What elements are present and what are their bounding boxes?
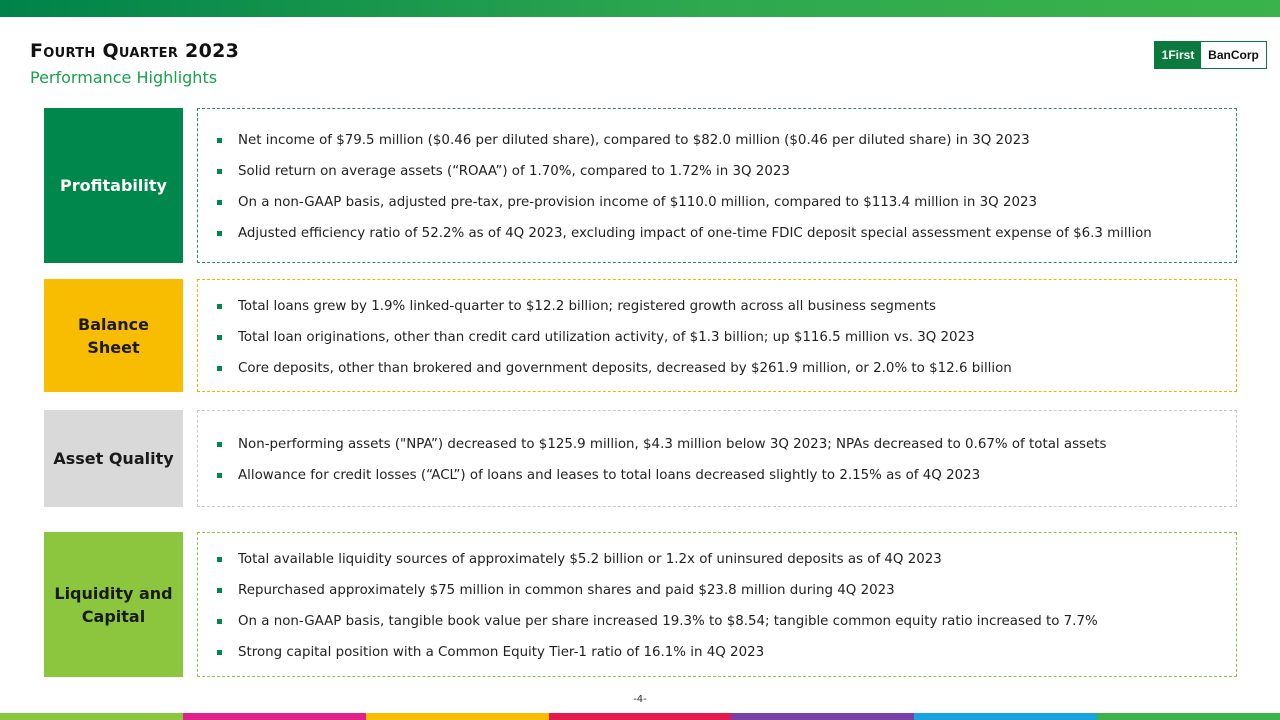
bullet-item: Adjusted efficiency ratio of 52.2% as of 4Q 2023, excluding impact of one-time FDIC deposit special assessment expense of $6.3 million bbox=[198, 218, 1236, 249]
bullet-item: Repurchased approximately $75 million in common shares and paid $23.8 million during 4Q 2023 bbox=[198, 575, 1236, 606]
bullet-item: Strong capital position with a Common Equity Tier-1 ratio of 16.1% in 4Q 2023 bbox=[198, 637, 1236, 668]
asset-quality-bullets-box bbox=[197, 410, 1237, 507]
bullet-item: Total loans grew by 1.9% linked-quarter to $12.2 billion; registered growth across all business segments bbox=[198, 291, 1236, 322]
top-accent-bar bbox=[0, 0, 1280, 17]
stripe-segment bbox=[731, 713, 914, 720]
bullet-item: On a non-GAAP basis, tangible book value per share increased 19.3% to $8.54; tangible common equity ratio increased to 7.7% bbox=[198, 606, 1236, 637]
logo-first-mark: 1First bbox=[1155, 42, 1201, 68]
logo-bancorp-text: BanCorp bbox=[1208, 48, 1259, 62]
asset-quality-bullet-list bbox=[198, 429, 1236, 491]
stripe-segment bbox=[0, 713, 183, 720]
profitability-bullet-list bbox=[198, 125, 1236, 249]
bottom-color-stripe bbox=[0, 713, 1280, 720]
bullet-item: Core deposits, other than brokered and government deposits, decreased by $261.9 million, or 2.0% to $12.6 billion bbox=[198, 353, 1236, 384]
asset-quality-label: Asset Quality bbox=[44, 410, 183, 507]
bullet-item: Total available liquidity sources of approximately $5.2 billion or 1.2x of uninsured deposits as of 4Q 2023 bbox=[198, 544, 1236, 575]
liquidity-capital-label: Liquidity and Capital bbox=[44, 532, 183, 677]
bullet-item: Total loan originations, other than credit card utilization activity, of $1.3 billion; up $116.5 million vs. 3Q 2023 bbox=[198, 322, 1236, 353]
slide-title bbox=[30, 40, 239, 62]
stripe-segment bbox=[549, 713, 732, 720]
liquidity-capital-bullets-box bbox=[197, 532, 1237, 677]
balance-sheet-label: Balance Sheet bbox=[44, 279, 183, 392]
bullet-item: Net income of $79.5 million ($0.46 per diluted share), compared to $82.0 million ($0.46 per diluted share) in 3Q 2023 bbox=[198, 125, 1236, 156]
stripe-segment bbox=[914, 713, 1097, 720]
page-number: -4- bbox=[633, 694, 647, 705]
balance-sheet-bullet-list bbox=[198, 291, 1236, 384]
stripe-segment bbox=[366, 713, 549, 720]
bullet-item: On a non-GAAP basis, adjusted pre-tax, pre-provision income of $110.0 million, compared to $113.4 million in 3Q 2023 bbox=[198, 187, 1236, 218]
bullet-item: Non-performing assets ("NPA”) decreased to $125.9 million, $4.3 million below 3Q 2023; NPAs decreased to 0.67% of total assets bbox=[198, 429, 1236, 460]
bullet-item: Allowance for credit losses (“ACL”) of loans and leases to total loans decreased slightly to 2.15% as of 4Q 2023 bbox=[198, 460, 1236, 491]
stripe-segment bbox=[1097, 713, 1280, 720]
profitability-label: Profitability bbox=[44, 108, 183, 263]
company-logo bbox=[1154, 41, 1267, 69]
title-text: Fourth Quarter 2023 bbox=[30, 40, 240, 62]
balance-sheet-bullets-box bbox=[197, 279, 1237, 392]
profitability-bullets-box bbox=[197, 108, 1237, 263]
slide-subtitle: Performance Highlights bbox=[30, 68, 218, 87]
stripe-segment bbox=[183, 713, 366, 720]
liquidity-capital-bullet-list bbox=[198, 544, 1236, 668]
bullet-item: Solid return on average assets (“ROAA”) of 1.70%, compared to 1.72% in 3Q 2023 bbox=[198, 156, 1236, 187]
